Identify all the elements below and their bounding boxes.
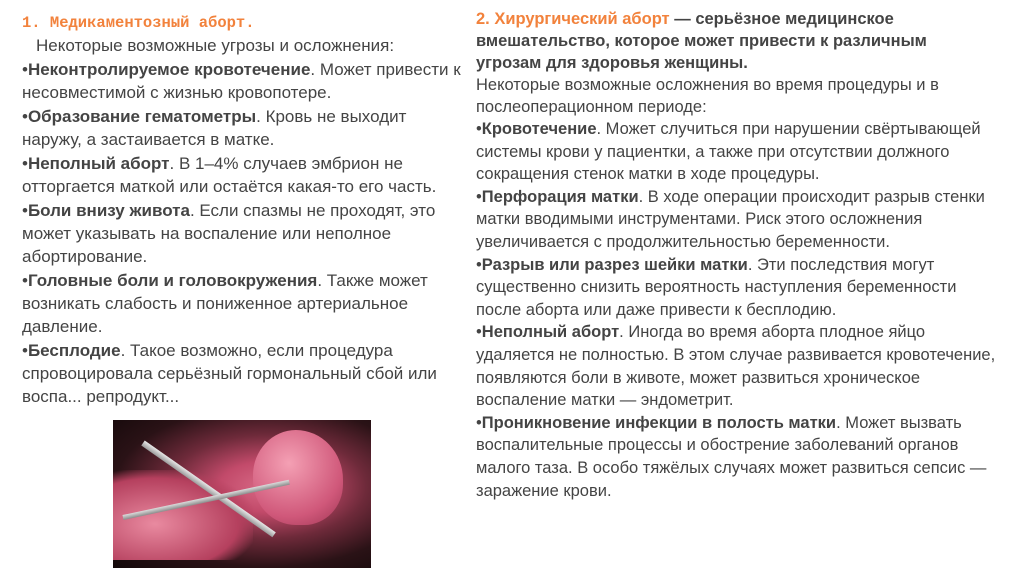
photo-embryo [253, 430, 343, 525]
item-text: . Такое возможно, если процедура спровоцировала серьёзный гормональный сбой или воспа... репродукт... [22, 341, 437, 406]
item-term: Неконтролируемое кровотечение [27, 60, 311, 79]
title-text: — серьёзное медицинское вмешательство, которое может привести к различным угрозам для здоровья женщины [476, 10, 927, 72]
item-text: . Может случиться при нарушении свёртывающей системы крови у пациентки, а также при отсутствии должного сокращения стенок матки в ходе процедуры. [476, 120, 981, 184]
list-item: •Перфорация матки. В ходе операции происходит разрыв стенки матки вводимыми инструментами. Риск этого осложнения увеличивается с продолжительностью беременности. [476, 187, 985, 251]
item-term: Разрыв или разрез шейки матки [481, 255, 748, 274]
list-item: •Неконтролируемое кровотечение. Может привести к несовместимой с жизнью кровопотере. [22, 60, 461, 102]
embryo-photo [113, 420, 371, 568]
item-text: . Кровь не выходит наружу, а застаивается в матке. [22, 107, 407, 149]
item-text: . Если спазмы не проходят, это может указывать на воспаление или неполное абортирование. [22, 201, 436, 266]
section-title-surgical [476, 8, 996, 74]
item-term: Головные боли и головокружения [27, 271, 318, 290]
section-title-medical: 1. Медикаментозный аборт. [22, 14, 255, 32]
item-text: . Эти последствия могут существенно снизить вероятность наступления беременности после аборта или даже привести к бесплодию. [476, 255, 957, 319]
item-text: . В ходе операции происходит разрыв стенки матки вводимыми инструментами. Риск этого осложнения увеличивается с продолжительностью беременности. [476, 187, 985, 251]
item-term: Бесплодие [27, 341, 121, 360]
item-term: Боли внизу живота [27, 201, 190, 220]
item-term: Кровотечение [481, 120, 597, 138]
list-item: •Кровотечение. Может случиться при нарушении свёртывающей системы крови у пациентки, а также при отсутствии должного сокращения стенок матки в ходе процедуры. [476, 120, 981, 184]
list-item: •Проникновение инфекции в полость матки. Может вызвать воспалительные процессы и обострение заболеваний органов малого таза. В особо тяжёлых случаях может развиться сепсис — заражение крови. [476, 413, 987, 500]
list-item: •Бесплодие. Такое возможно, если процедура спровоцировала серьёзный гормональный сбой или воспа... репродукт... [22, 341, 437, 406]
intro-surgical: Некоторые возможные осложнения во время процедуры и в послеоперационном периоде: [476, 76, 939, 116]
item-text: . Может вызвать воспалительные процессы и обострение заболеваний органов малого таза. В особо тяжёлых случаях может развиться сепсис — заражение крови. [476, 413, 987, 500]
list-item: •Головные боли и головокружения. Также может возникать слабость и пониженное артериальное давление. [22, 271, 428, 336]
item-text: . Также может возникать слабость и пониженное артериальное давление. [22, 271, 428, 336]
list-item: •Образование гематометры. Кровь не выходит наружу, а застаивается в матке. [22, 107, 407, 149]
item-text: . В 1–4% случаев эмбрион не отторгается маткой или остаётся какая-то его часть. [22, 154, 437, 196]
item-term: Образование гематометры [27, 107, 257, 126]
item-term: Перфорация матки [481, 187, 639, 206]
intro-medical: Некоторые возможные угрозы и осложнения: [36, 36, 395, 55]
title-number: 2. Хирургический аборт [476, 10, 670, 28]
item-text: . Может привести к несовместимой с жизнью кровопотере. [22, 60, 461, 102]
item-term: Проникновение инфекции в полость матки [481, 413, 837, 432]
item-term: Неполный аборт [481, 323, 620, 342]
item-term: Неполный аборт [27, 154, 170, 173]
right-column [476, 0, 996, 502]
left-column [22, 0, 462, 408]
list-item: •Боли внизу живота. Если спазмы не проходят, это может указывать на воспаление или неполное абортирование. [22, 201, 436, 266]
list-item: •Неполный аборт. В 1–4% случаев эмбрион не отторгается маткой или остаётся какая-то его часть. [22, 154, 437, 196]
item-text: . Иногда во время аборта плодное яйцо удаляется не полностью. В этом случае развивается кровотечение, появляются боли в животе, может развиться хроническое воспаление матки — эндометрит. [476, 323, 996, 410]
list-item: •Неполный аборт. Иногда во время аборта плодное яйцо удаляется не полностью. В этом случае развивается кровотечение, появляются боли в животе, может развиться хроническое воспаление матки — эндометрит. [476, 323, 996, 410]
list-item: •Разрыв или разрез шейки матки. Эти последствия могут существенно снизить вероятность наступления беременности после аборта или даже привести к бесплодию. [476, 255, 957, 319]
title-end: . [743, 54, 748, 72]
